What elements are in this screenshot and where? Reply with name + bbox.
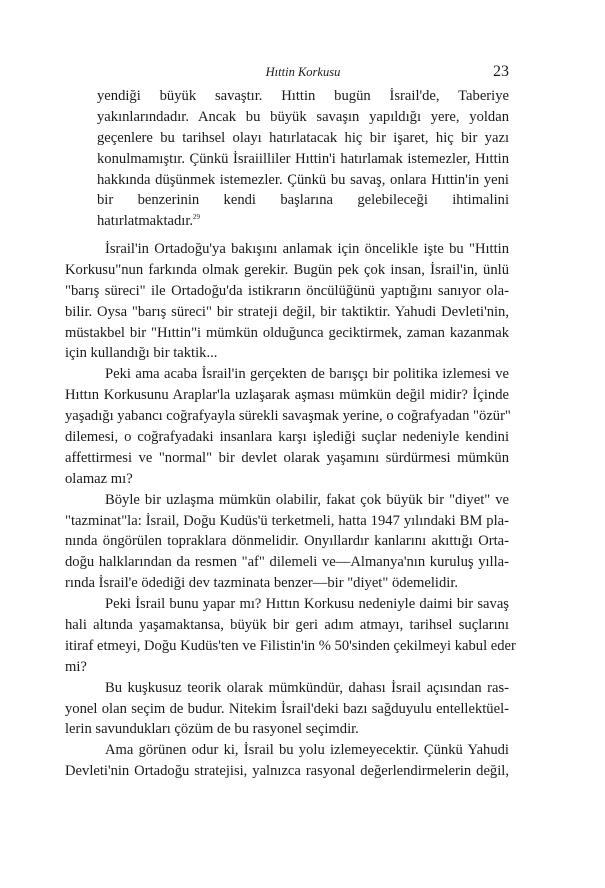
- paragraph: [65, 364, 509, 489]
- quote-line-last: [97, 211, 509, 232]
- quote-line: yendiği büyük savaştır. Hıttin bugün İsrail'de, Taberiye: [97, 88, 509, 104]
- block-quote: [97, 86, 509, 232]
- paragraph-line: itiraf etmeyi, Doğu Kudüs'ten ve Filistin'in % 50'sinden çekilmeyi kabul eder: [65, 637, 516, 654]
- paragraph-line: hali altında yaşamaktansa, büyük bir geri adım atmayı, tarihsel suçlarını: [65, 617, 509, 634]
- paragraph-line: için kullandığı bir taktik...: [65, 345, 218, 362]
- quote-line: yakınlarındadır. Ancak bu büyük savaşın yapıldığı yere, yoldan: [97, 108, 509, 125]
- page-number: 23: [493, 63, 509, 80]
- quote-line: bir benzerinin kendi başlarına gelebileceği ihtimalini: [97, 192, 509, 209]
- paragraph-line: Bu kuşkusuz teorik olarak mümkündür, dahası İsrail açısından ras-: [105, 679, 509, 696]
- paragraph-line: "tazminat"la: İsrail, Doğu Kudüs'ü terketmeli, hatta 1947 yılındaki BM pla-: [65, 512, 509, 529]
- paragraph-line: Devleti'nin Ortadoğu stratejisi, yalnızca rasyonal değerlendirmelerin değil,: [65, 763, 509, 780]
- paragraph-line: yaşadığı yabancı coğrafyayla sürekli savaşmak yerine, o coğrafyadan "özür": [65, 408, 511, 425]
- paragraph-line: Hıttın Korkusunu Araplar'la uzlaşarak aşması mümkün değil midir? İçinde: [65, 387, 509, 404]
- quote-text: hatırlatmaktadır.: [97, 213, 194, 230]
- paragraph-line: Ama görünen odur ki, İsrail bu yolu izlemeyecektir. Çünkü Yahudi: [105, 742, 509, 759]
- paragraph-line: Peki ama acaba İsrail'in gerçekten de barışçı bir politika izlemesi ve: [105, 366, 509, 383]
- paragraph-line: mi?: [65, 658, 87, 675]
- paragraph-line: Böyle bir uzlaşma mümkün olabilir, fakat çok büyük bir "diyet" ve: [105, 491, 509, 508]
- paragraph-line: İsrail'in Ortadoğu'ya bakışını anlamak için öncelikle işte bu "Hıttin: [105, 241, 509, 257]
- paragraph-line: doğu halklarından da resmen "af" dilemeli ve—Almanya'nın kuruluş yılla-: [65, 554, 509, 571]
- running-title: Hıttin Korkusu: [265, 65, 341, 79]
- paragraph: [65, 490, 509, 594]
- paragraph: [65, 678, 509, 741]
- paragraph-line: müstakbel bir "Hıttin"i mümkün olduğunca geciktirmek, zaman kazanmak: [65, 324, 509, 341]
- paragraph-line: affettirmesi ve "normal" bir devlet olarak yaşamını sürdürmesi mümkün: [65, 449, 509, 466]
- paragraph: [65, 740, 509, 782]
- paragraph-line: Korkusu"nun farkında olmak gerekir. Bugün pek çok insan, İsrail'in, ünlü: [65, 261, 509, 278]
- footnote-reference: 29: [193, 213, 201, 222]
- page-header: [97, 63, 509, 83]
- paragraph-line: rında İsrail'e ödediği dev tazminata benzer—bir "diyet" ödemelidir.: [65, 575, 459, 592]
- paragraph-line: "barış süreci" ile Ortadoğu'da istikrarın öncülüğünü yaptığını sanıyor ola-: [65, 282, 509, 299]
- body-text: [65, 239, 516, 782]
- quote-line: geçenlere bu tarihsel olayı hatırlatacak hiç bir işaret, hiç bir yazı: [97, 129, 509, 146]
- paragraph-line: olamaz mı?: [65, 470, 133, 487]
- paragraph-line: bilir. Oysa "barış süreci" bir strateji değil, bir taktiktir. Yahudi Devleti'nin,: [65, 303, 509, 320]
- paragraph-line: dilemesi, o coğrafyadaki insanlara karşı işlediği suçlar nedeniyle kendini: [65, 429, 509, 446]
- paragraph-line: yonel olan seçim de budur. Nitekim İsrail'deki bazı sağduyulu entellektüel-: [65, 700, 509, 717]
- paragraph-line: nında öngörülen topraklara dönmelidir. Onyıllardır kanlarını akıttığı Orta-: [65, 533, 509, 550]
- quote-line: konulmamıştır. Çünkü İsraiilliler Hıttin'i hatırlamak istemezler, Hıttin: [97, 150, 509, 167]
- paragraph-line: lerin savundukları çözüm de bu rasyonel seçimdir.: [65, 721, 359, 738]
- paragraph: [65, 594, 516, 678]
- paragraph: [65, 239, 509, 364]
- quote-line: hakkında düşünmek istemezler. Çünkü bu savaş, onlara Hıttin'in yeni: [97, 171, 509, 188]
- paragraph-line: Peki İsrail bunu yapar mı? Hıttın Korkusu nedeniyle daimi bir savaş: [105, 596, 509, 613]
